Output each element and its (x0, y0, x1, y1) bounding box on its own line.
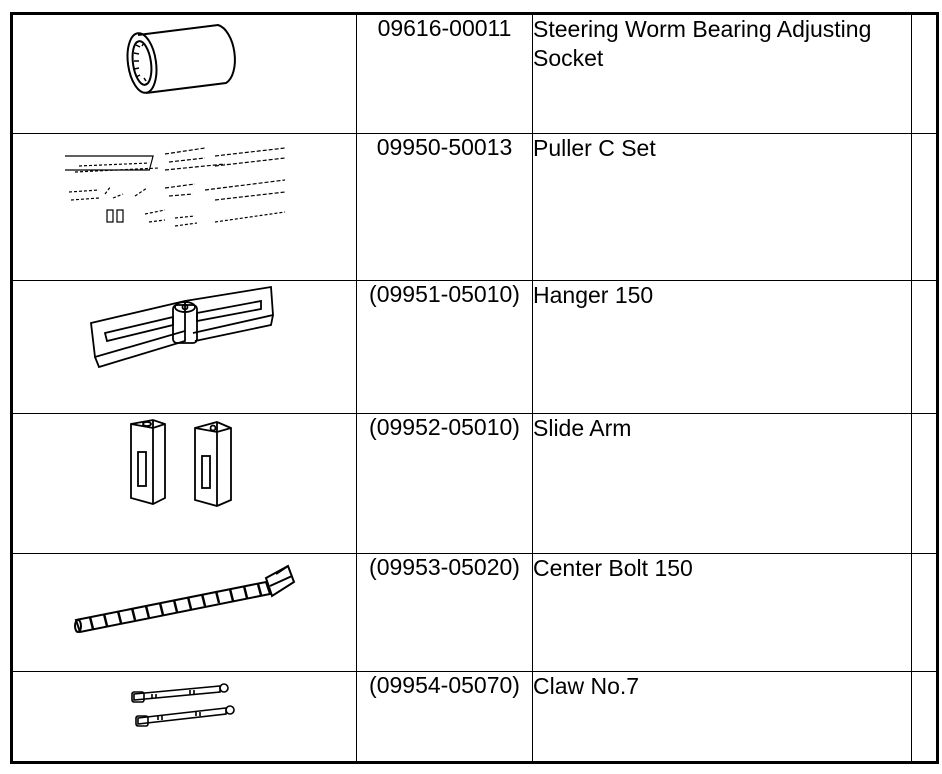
table-row (12, 672, 938, 763)
tool-name: Center Bolt 150 (533, 554, 912, 672)
tool-illustration-cell (12, 554, 357, 672)
table-row (12, 133, 938, 280)
claw-illustration (130, 672, 240, 732)
hanger-illustration (85, 281, 285, 371)
part-number: (09952-05010) (357, 414, 533, 554)
tool-name: Hanger 150 (533, 281, 912, 414)
part-number: 09616-00011 (357, 14, 533, 134)
socket-illustration (110, 15, 260, 95)
table-row (12, 14, 938, 134)
tool-illustration-cell (12, 281, 357, 414)
table-row (12, 281, 938, 414)
part-number: (09953-05020) (357, 554, 533, 672)
tool-name: Claw No.7 (533, 672, 912, 763)
tool-name: Puller C Set (533, 133, 912, 280)
slide-arm-illustration (125, 414, 245, 509)
tool-illustration-cell (12, 414, 357, 554)
part-number: 09950-50013 (357, 133, 533, 280)
tool-illustration-cell (12, 14, 357, 134)
table-row (12, 554, 938, 672)
tool-illustration-cell (12, 672, 357, 763)
special-tools-table (10, 12, 939, 764)
tool-illustration-cell (12, 133, 357, 280)
tool-name: Steering Worm Bearing Adjusting Socket (533, 14, 912, 134)
part-number: (09954-05070) (357, 672, 533, 763)
part-number: (09951-05010) (357, 281, 533, 414)
puller-set-illustration (65, 134, 305, 234)
center-bolt-illustration (70, 554, 300, 634)
table-row (12, 414, 938, 554)
tool-name: Slide Arm (533, 414, 912, 554)
